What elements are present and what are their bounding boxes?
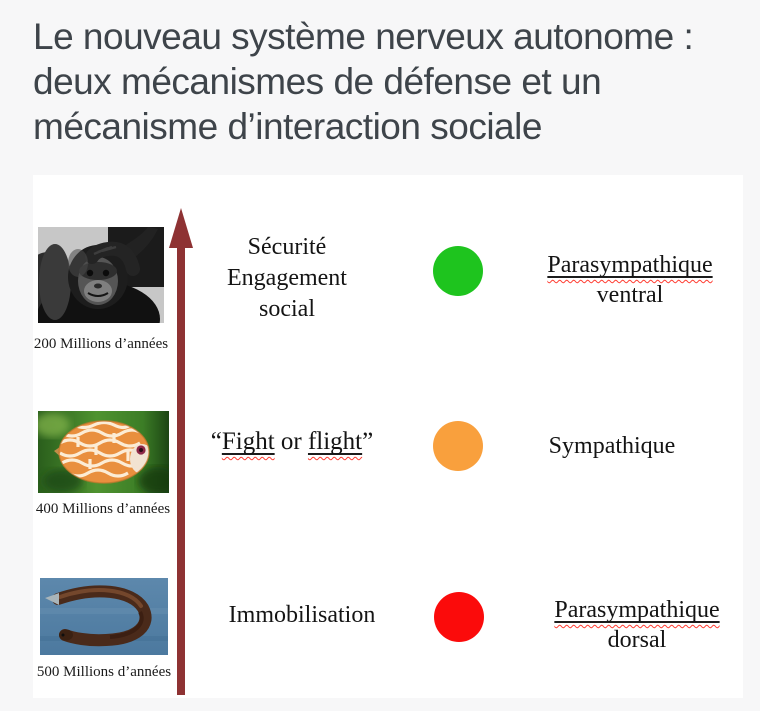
- behavior-label-fight-or-flight: “Fight or flight”: [210, 428, 374, 455]
- caption-500-millions: 500 Millions d’années: [36, 664, 172, 680]
- title-line-1: Le nouveau système nerveux autonome :: [33, 16, 694, 57]
- green-circle: [433, 246, 483, 296]
- behavior-label-security-social-engagement: Sécurité Engagement social: [227, 234, 347, 322]
- system-label-parasympathique-dorsal: Parasympathique dorsal: [554, 597, 720, 653]
- title-line-3: mécanisme d’interaction sociale: [33, 106, 542, 147]
- orange-circle: [433, 421, 483, 471]
- caption-400-millions: 400 Millions d’années: [35, 501, 171, 517]
- title-line-2: deux mécanismes de défense et un: [33, 61, 602, 102]
- arrow-shaft: [177, 244, 185, 695]
- open-quote: “: [210, 428, 222, 455]
- system-label-parasympathique-ventral: Parasympathique ventral: [547, 252, 713, 308]
- red-circle: [434, 592, 484, 642]
- caption-200-millions: 200 Millions d’années: [33, 336, 169, 352]
- close-quote: ”: [362, 428, 374, 455]
- lamprey-eel-image: [40, 578, 168, 655]
- diagram-panel: [33, 175, 743, 698]
- system-label-sympathique: Sympathique: [548, 433, 676, 459]
- chimpanzee-image: [38, 227, 164, 323]
- discus-fish-image: [38, 411, 169, 493]
- behavior-label-immobilisation: Immobilisation: [228, 602, 376, 628]
- page-title: [33, 14, 749, 149]
